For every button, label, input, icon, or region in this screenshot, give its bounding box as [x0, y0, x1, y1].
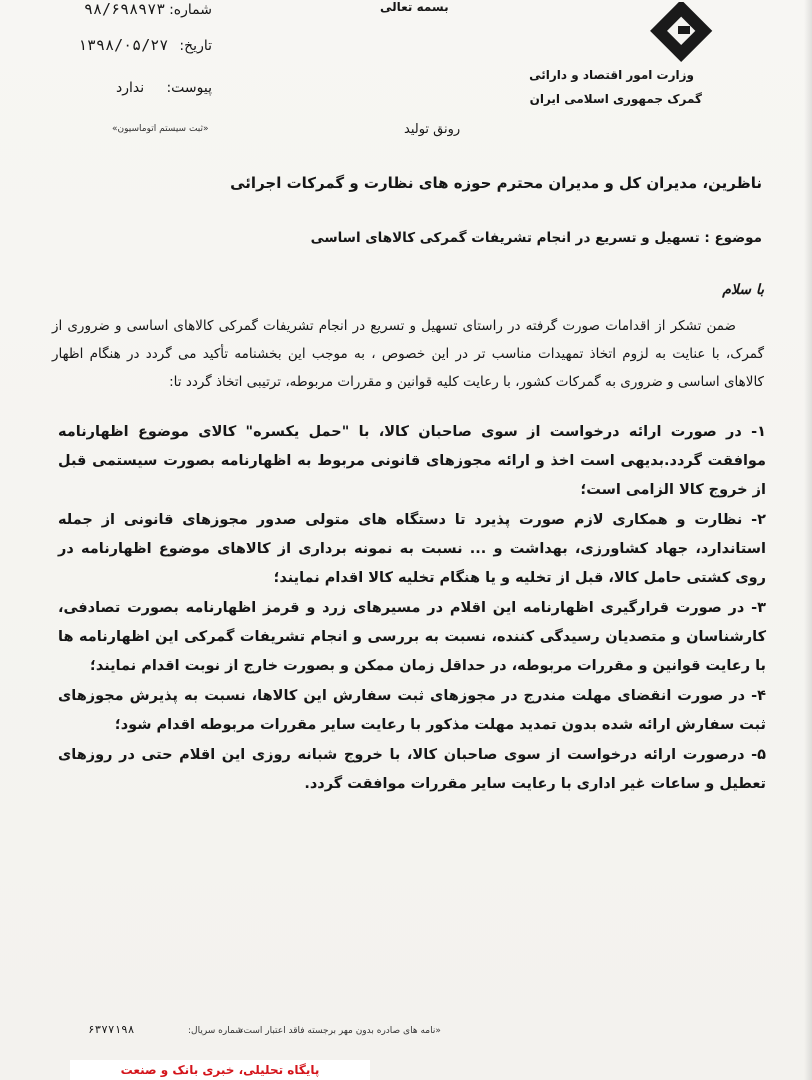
directive-item-4: ۴- در صورت انقضای مهلت مندرج در مجوزهای ثبت سفارش این کالاها، نسبت به پذیرش مجوزهای ثبت سفارش ارائه شده بدون تمدید مهلت مذکور با رعایت سایر مقررات مربوطه اقدام شود؛: [58, 688, 766, 733]
attachment-value: ندارد: [116, 80, 145, 96]
directive-list: [58, 418, 766, 800]
attachment-label: پیوست:: [166, 80, 212, 96]
serial-label: شماره سریال:: [188, 1026, 243, 1036]
intro-text: ضمن تشکر از اقدامات صورت گرفته در راستای تسهیل و تسریع در انجام تشریفات گمرکی کالاهای اساسی و ضروری از گمرک، با عنایت به لزوم اتخاذ تمهیدات مناسب تر در این خصوص ، به موجب این بخشنامه تأکید می گردد در هنگام اظهار کالاهای اساسی و ضروری به گمرکات کشور، با رعایت کلیه قوانین و مقررات مربوطه، ترتیبی اتخاذ گردد تا:: [52, 318, 764, 390]
number-value: ۹۸/۶۹۸۹۷۳: [84, 0, 166, 18]
addressee: ناظرین، مدیران کل و مدیران محترم حوزه های نظارت و گمرکات اجرائی: [230, 174, 762, 192]
customs-logo-icon: [648, 2, 720, 74]
directive-item-5: ۵- درصورت ارائه درخواست از سوی صاحبان کالا، با خروج شبانه روزی این اقلام حتی در روزهای تعطیل و ساعات غیر اداری با رعایت سایر مقررات موافقت گردد.: [58, 747, 766, 792]
directive-item-3: ۳- در صورت قرارگیری اظهارنامه این اقلام در مسیرهای زرد و قرمز اظهارنامه بصورت تصادفی، کارشناسان و متصدیان رسیدگی کننده، نسبت به بررسی و انجام تشریفات گمرکی این اظهارنامه ها با رعایت قوانین و مقررات مربوطه، در حداقل زمان ممکن و بصورت خارج از نوبت اقدام نمایند؛: [58, 600, 766, 674]
basmala: بسمه تعالی: [380, 0, 449, 14]
directive-item-2: ۲- نظارت و همکاری لازم صورت پذیرد تا دستگاه های متولی صدور مجوزهای قانونی از جمله استاندارد، جهاد کشاورزی، بهداشت و ... نسبت به نمونه برداری از کالاهای موضوع اظهارنامه در روی کشتی حامل کالا، قبل از تخلیه و یا هنگام تخلیه کالا اقدام نمایند؛: [58, 512, 766, 586]
intro-paragraph: [52, 312, 764, 396]
serial-value: ۶۳۷۷۱۹۸: [88, 1023, 135, 1036]
cc-line: رونق تولید: [404, 122, 461, 137]
subject-line: موضوع : تسهیل و تسریع در انجام تشریفات گمرکی کالاهای اساسی: [310, 230, 762, 246]
greeting: با سلام: [722, 282, 764, 298]
customs-name: گمرک جمهوری اسلامی ایران: [529, 92, 702, 106]
system-note: «ثبت سیستم اتوماسیون»: [112, 124, 209, 134]
validity-note: «نامه های صادره بدون مهر برجسته فاقد اعتبار است»: [238, 1026, 441, 1036]
source-banner: پایگاه تحلیلی، خبری بانک و صنعت: [70, 1060, 370, 1080]
ministry-name: وزارت امور اقتصاد و دارائی: [529, 68, 694, 82]
date-value: ۱۳۹۸/۰۵/۲۷: [78, 36, 169, 54]
date-label: تاریخ:: [179, 38, 212, 54]
page-edge: [804, 0, 812, 1080]
number-label: شماره:: [169, 2, 212, 18]
directive-item-1: ۱- در صورت ارائه درخواست از سوی صاحبان کالا، با "حمل یکسره" کالای موضوع اظهارنامه موافقت گردد.بدیهی است اخذ و ارائه مجوزهای قانونی مربوط به اظهارنامه بصورت سیستمی قبل از خروج کالا الزامی است؛: [58, 424, 766, 498]
